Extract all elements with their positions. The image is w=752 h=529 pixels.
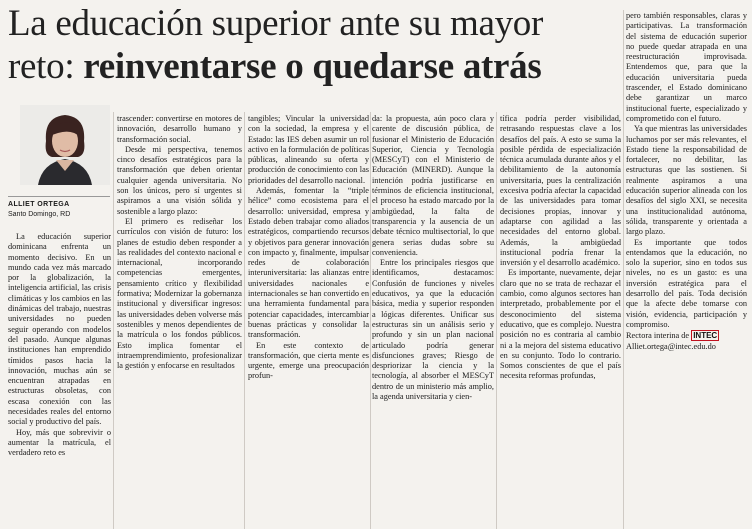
article-column-4 <box>372 114 494 402</box>
paragraph: Desde mi perspectiva, tenemos cinco desafíos estratégicos para la transformación que deben orientar cualquier agenda universitaria. No son los únicos, pero sí urgentes si aspiramos a una visión sólida y sostenible a largo plazo: <box>117 144 242 216</box>
paragraph: trascender: convertirse en motores de innovación, desarrollo humano y transformación social. <box>117 114 242 144</box>
article-column-1 <box>8 232 111 459</box>
paragraph: da: la propuesta, aún poco clara y carente de discusión pública, de fusionar el Ministerio de Educación Superior, Ciencia y Tecnología (MESCyT) con el Ministerio de Educación (MINERD). Aunque la intención podría justificarse en términos de eficiencia institucional, el proceso ha estado marcado por la ambigüedad, la falta de transparencia y la ausencia de un debate técnico multisectorial, lo que genera serias dudas sobre su conveniencia. <box>372 114 494 257</box>
headline <box>8 2 618 88</box>
column-divider <box>370 112 371 529</box>
paragraph: Es importante que todos entendamos que la educación, no solo la superior, sino en todos sus niveles, no es un gasto: es una inversión estratégica para el desarrollo del país. Toda decisión que la afecte debe tomarse con visión, evidencia, participación y compromiso. <box>626 237 747 329</box>
column-divider <box>113 112 114 529</box>
paragraph: Hoy, más que sobrevivir o aumentar la matrícula, el verdadero reto es <box>8 427 111 458</box>
paragraph: tífica podría perder visibilidad, retrasando respuestas clave a los desafíos del país. A esto se suma la posible pérdida de especialización técnica acumulada durante años y el debilitamiento de la autonomía universitaria, pues la centralización excesiva podría afectar la capacidad de las universidades para tomar decisiones propias, innovar y adaptarse con agilidad a las necesidades del entorno global. Además, la ambigüedad institucional podría frenar la inversión y el desarrollo académico. <box>500 114 621 268</box>
author-email[interactable]: Alliet.ortega@intec.edu.do <box>626 341 716 351</box>
article-column-2 <box>117 114 242 371</box>
paragraph: El primero es rediseñar los currículos con visión de futuro: los planes de estudio deben responder a las realidades del contexto nacional e internacional, incorporando competencias emergentes, pensamiento crítico y flexibilidad formativa; Modernizar la gobernanza institucional y diversificar ingresos: las universidades deben volverse más sostenibles y menos dependientes de la matrícula o los fondos públicos. Esto implica fomentar el intraemprendimiento, profesionalizar la gestión y enfocarse en resultados <box>117 216 242 371</box>
column-divider <box>623 10 624 529</box>
article-column-3 <box>248 114 369 382</box>
column-divider <box>496 112 497 529</box>
paragraph: Entre los principales riesgos que identificamos, destacamos: Confusión de funciones y niveles educativos, ya que la educación básica, media y superior responden a lógicas diferentes. Unificar sus estructuras sin un análisis serio y profundo y sin un plan nacional articulado podría generar disfunciones graves; Riesgo de despriorizar la ciencia y la tecnología, al absorber el MESCyT dentro de un ministerio más amplio, la agenda universitaria y cien- <box>372 258 494 402</box>
headline-line2-normal: reto: <box>8 46 84 87</box>
author-name: ALLIET ORTEGA <box>8 196 110 210</box>
paragraph: Es importante, nuevamente, dejar claro que no se trata de rechazar el cambio, como algunos sectores han interpretado, probablemente por el desconocimiento del sistema educativo, que es complejo. Nuestra posición no es contraria al cambio ni a la mejora del sistema educativo en su conjunto. Todo lo contrario. Somos conscientes de que el país necesita reformas profundas, <box>500 268 621 381</box>
paragraph: Ya que mientras las universidades luchamos por ser más relevantes, el Estado tiene la responsabilidad de fortalecer, no debilitar, las estructuras que las sostienen. Si realmente aspiramos a una educación superior alineada con los desafíos del siglo XXI, se necesita una institucionalidad autónoma, sólida, transparente y orientada a largo plazo. <box>626 124 747 237</box>
paragraph: Además, fomentar la “triple hélice” como ecosistema para el desarrollo: universidad, empresa y Estado deben trabajar como aliados estratégicos, compartiendo recursos y objetivos para generar innovación con impacto y, finalmente, impulsar redes de colaboración interuniversitaria: las alianzas entre universidades nacionales e internacionales se han convertido en una herramienta fundamental para potenciar capacidades, intercambiar buenas prácticas y consolidar la transformación. <box>248 186 369 340</box>
column-divider <box>244 112 245 529</box>
author-photo <box>20 105 110 185</box>
paragraph: pero también responsables, claras y participativas. La transformación del sistema de educación superior no puede quedar atrapada en una reestructuración improvisada. Entendemos que, para que la educación universitaria pueda trascender, el Estado dominicano debe garantizar un marco institucional fuerte, especializado y comprometido con el futuro. <box>626 11 747 123</box>
intec-logo: INTEC <box>693 331 718 341</box>
headline-line1: La educación superior ante su mayor <box>8 3 544 44</box>
author-byline <box>8 196 110 220</box>
headline-line2-bold: reinventarse o quedarse atrás <box>83 46 542 87</box>
article-column-5 <box>500 114 621 382</box>
paragraph: La educación superior dominicana enfrenta un momento decisivo. En un mundo cada vez más marcado por la globalización, la inteligencia artificial, las crisis climáticas y los cambios en las dinámicas del trabajo, nuestras universidades no pueden seguir operando con modelos del pasado. Aunque algunas instituciones han emprendido tímidos pasos hacia la innovación, muchas aún se encuentran atrapadas en estructuras obsoletas, con escasa conexión con las necesidades reales del entorno social y productivo del país. <box>8 232 111 427</box>
signature-prefix: Rectora interina de <box>626 331 692 341</box>
article-column-6 <box>626 11 747 352</box>
author-signature <box>626 330 747 352</box>
paragraph: En este contexto de transformación, que cierta mente es urgente, emerge una preocupación profun- <box>248 340 369 381</box>
paragraph: tangibles; Vincular la universidad con la sociedad, la empresa y el Estado: las IES deben asumir un rol activo en la formulación de políticas públicas, alineando su oferta y producción de conocimiento con las prioridades del desarrollo nacional. <box>248 114 369 185</box>
author-location: Santo Domingo, RD <box>8 211 71 218</box>
